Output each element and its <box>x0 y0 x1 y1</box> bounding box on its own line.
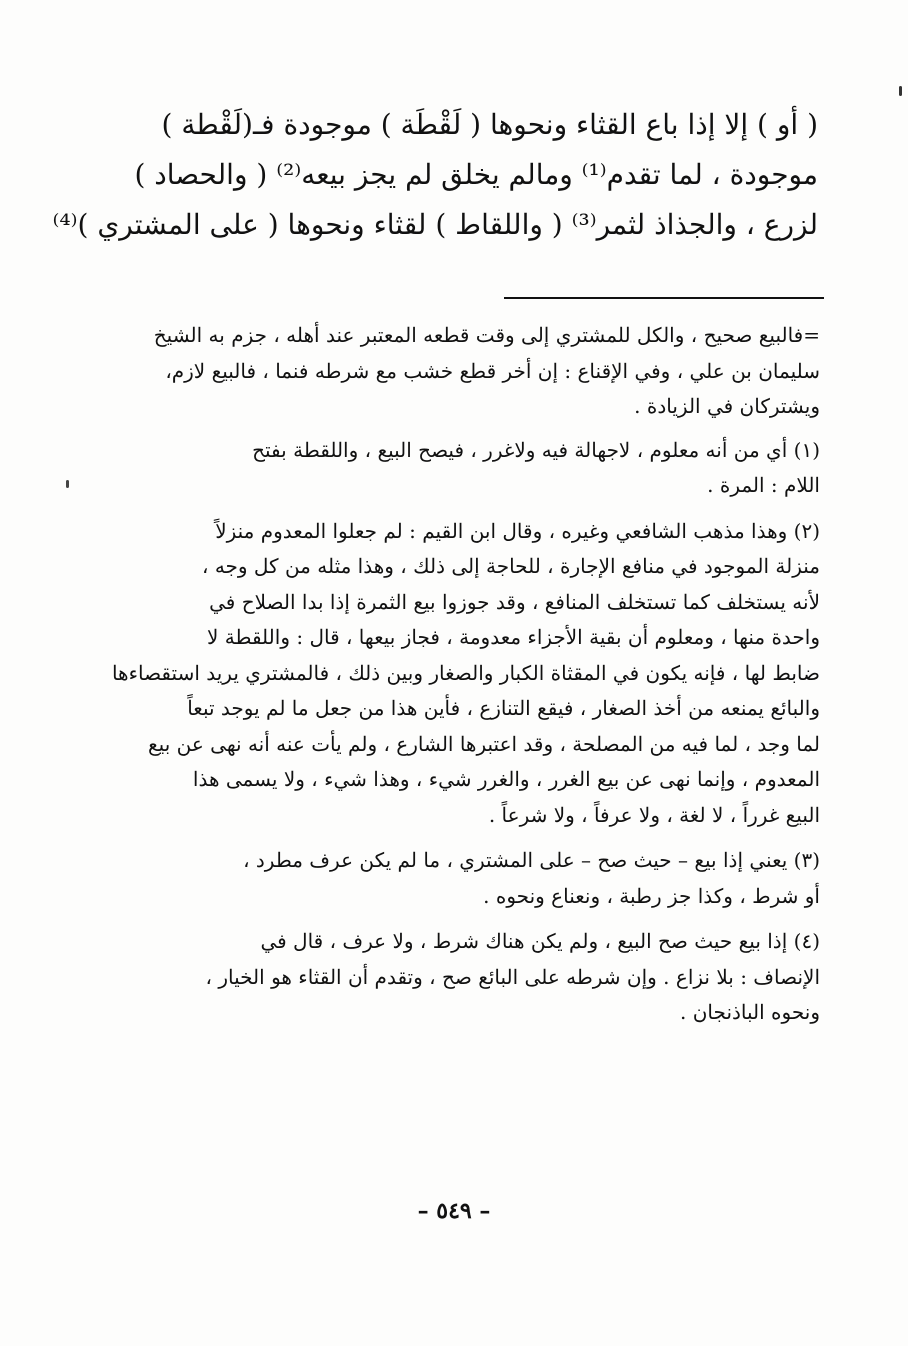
footnote-line: البيع غرراً ، لا لغة ، ولا عرفاً ، ولا شرعاً . <box>488 802 820 827</box>
main-text-line: لزرع ، والجذاذ لثمر⁽³⁾ ( واللقاط ) لقثاء ونحوها ( على المشتري )⁽⁴⁾ <box>52 208 818 241</box>
main-text <box>52 100 818 250</box>
footnote-line: (٣) يعني إذا بيع – حيث صح – على المشتري ، ما لم يكن عرف مطرد ، <box>243 848 820 872</box>
footnote-line: (٢) وهذا مذهب الشافعي وغيره ، وقال ابن القيم : لم جعلوا المعدوم منزلاً <box>215 518 820 543</box>
footnote-line: (١) أي من أنه معلوم ، لاجهالة فيه ولاغرر ، فيصح البيع ، واللقطة بفتح <box>252 437 820 462</box>
footnote-line: (٤) إذا بيع حيث صح البيع ، ولم يكن هناك شرط ، ولا عرف ، قال في <box>260 929 820 953</box>
footnote-continuation <box>90 318 820 425</box>
footnote-line: لما وجد ، لما فيه من المصلحة ، وقد اعتبرها الشارع ، ولم يأت عنه أنه نهى عن بيع <box>148 731 820 756</box>
main-text-line: ( أو ) إلا إذا باع القثاء ونحوها ( لَقْطَة ) موجودة فـ(لَقْطة ) <box>161 108 818 141</box>
footnote-line: المعدوم ، وإنما نهى عن بيع الغرر ، والغرر شيء ، وهذا شيء ، ولا يسمى هذا <box>192 767 820 791</box>
footnote-2 <box>90 514 820 834</box>
footnote-divider <box>504 297 824 299</box>
main-text-line: موجودة ، لما تقدم⁽¹⁾ ومالم يخلق لم يجز بيعه⁽²⁾ ( والحصاد ) <box>134 158 818 191</box>
scan-speck <box>66 480 69 488</box>
footnote-1 <box>90 433 820 504</box>
footnote-3 <box>90 843 820 914</box>
footnote-line: =فالبيع صحيح ، والكل للمشتري إلى وقت قطعه المعتبر عند أهله ، جزم به الشيخ <box>153 323 820 347</box>
footnote-4 <box>90 924 820 1031</box>
footnote-line: ضابط لها ، فإنه يكون في المقثاة الكبار والصغار وبين ذلك ، فالمشتري يريد استقصاءها <box>111 660 820 685</box>
footnote-line: أو شرط ، وكذا جز رطبة ، ونعناع ونحوه . <box>483 883 820 908</box>
footnote-line: اللام : المرة . <box>707 473 820 497</box>
footnotes <box>90 318 820 1041</box>
footnote-line: لأنه يستخلف كما تستخلف المنافع ، وقد جوزوا بيع الثمرة إذا بدا الصلاح في <box>209 589 820 614</box>
footnote-line: سليمان بن علي ، وفي الإقناع : إن أخر قطع خشب مع شرطه فنما ، فالبيع لازم، <box>165 358 820 383</box>
footnote-line: واحدة منها ، ومعلوم أن بقية الأجزاء معدومة ، فجاز بيعها ، قال : واللقطة لا <box>207 625 820 649</box>
footnote-line: منزلة الموجود في منافع الإجارة ، للحاجة إلى ذلك ، وهذا مثله من كل وجه ، <box>202 554 820 578</box>
footnote-line: والبائع يمنعه من أخذ الصغار ، فيقع التنازع ، فأين هذا من جعل ما لم يوجد تبعاً <box>187 696 820 720</box>
footnote-line: ونحوه الباذنجان . <box>680 1000 820 1024</box>
footnote-line: الإنصاف : بلا نزاع . وإن شرطه على البائع صح ، وتقدم أن القثاء هو الخيار ، <box>205 964 820 989</box>
scan-speck <box>899 86 902 96</box>
footnote-line: ويشتركان في الزيادة . <box>634 394 820 418</box>
page-number: – ٥٤٩ – <box>417 1198 491 1224</box>
